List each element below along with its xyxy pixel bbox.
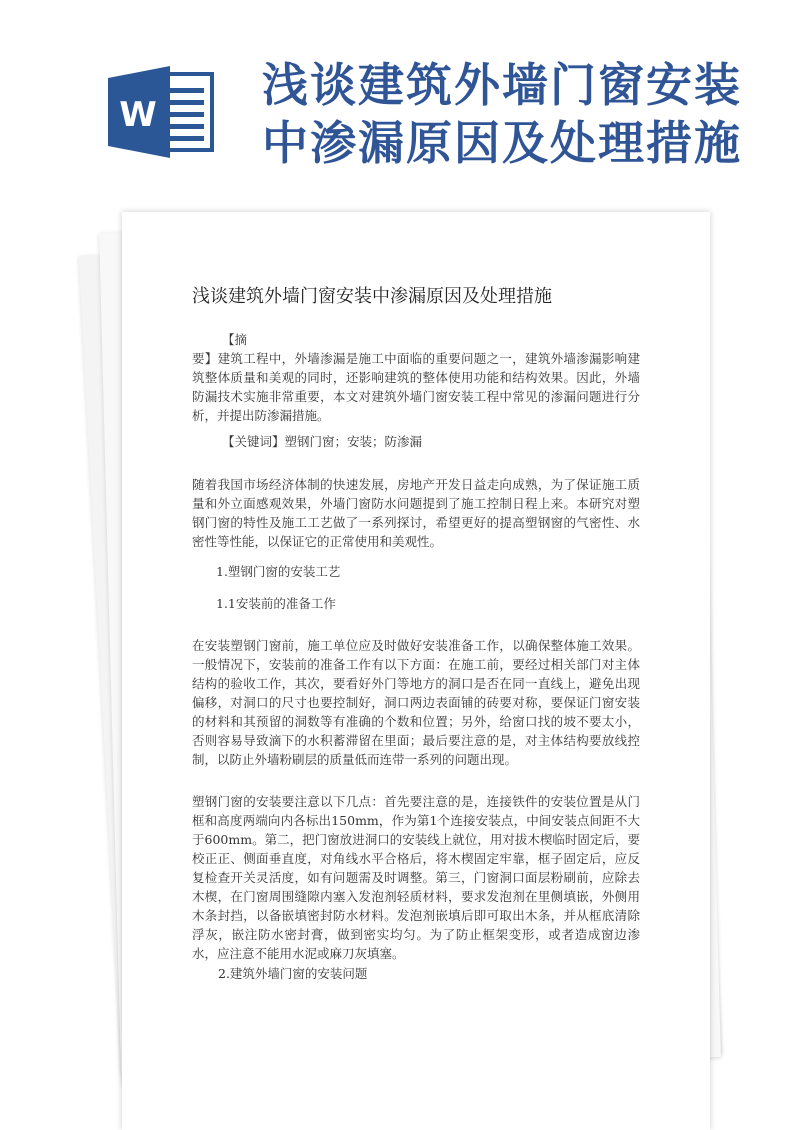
logo-letter: W bbox=[119, 95, 157, 135]
section-heading-2: 2.建筑外墙门窗的安装问题 bbox=[218, 966, 368, 981]
banner-title-line-2: 中渗漏原因及处理措施 bbox=[262, 116, 742, 170]
document-title: 浅谈建筑外墙门窗安装中渗漏原因及处理措施 bbox=[192, 286, 552, 307]
installation-notes-paragraph: 塑钢门窗的安装要注意以下几点：首先要注意的是，连接铁件的安装位置是从门框和高度两端向内各标出150mm，作为第1个连接安装点，中间安装点间距不大于600mm。第二，把门窗放进洞口的安装线上就位，用对拔木楔临时固定后，要校正正、侧面垂直度，对角线水平合格后，将木楔固定牢靠，框子固定后，应反复检查开关灵活度，如有问题需及时调整。第三，门窗洞口面层粉刷前，应除去木楔，在门窗周围缝隙内塞入发泡剂轻质材料，要求发泡剂在里侧填嵌，外侧用木条封挡，以备嵌填密封防水材料。发泡剂嵌填后即可取出木条，并从框底清除浮灰，嵌注防水密封膏，做到密实均匀。为了防止框架变形，或者造成窗边渗水，应注意不能用水泥或麻刀灰填塞。 bbox=[192, 794, 640, 961]
banner bbox=[0, 0, 800, 200]
banner-title-line-1: 浅谈建筑外墙门窗安装 bbox=[262, 58, 742, 112]
keywords-line: 【关键词】塑钢门窗；安装；防渗漏 bbox=[222, 434, 423, 449]
section-heading-1-1: 1.1安装前的准备工作 bbox=[216, 596, 336, 611]
section-heading-1: 1.塑钢门窗的安装工艺 bbox=[216, 564, 341, 579]
document-page bbox=[122, 212, 710, 1130]
word-document-icon bbox=[108, 66, 216, 158]
preparation-paragraph: 在安装塑钢门窗前，施工单位应及时做好安装准备工作，以确保整体施工效果。一般情况下，安装前的准备工作有以下方面：在施工前，要经过相关部门对主体结构的验收工作，其次，要看好外门等地方的洞口是否在同一直线上，避免出现偏移，对洞口的尺寸也要控制好，洞口两边表面铺的砖要对称，要保证门窗安装的材料和其预留的洞数等有准确的个数和位置；另外，给窗口找的坡不要太小，否则容易导致滴下的水积蓄滞留在里面；最后要注意的是，对主体结构要放线控制，以防止外墙粉刷层的质量低而连带一系列的问题出现。 bbox=[192, 638, 640, 767]
intro-paragraph: 随着我国市场经济体制的快速发展，房地产开发日益走向成熟，为了保证施工质量和外立面感观效果，外墙门窗防水问题提到了施工控制日程上来。本研究对塑钢门窗的特性及施工工艺做了一系列探讨，希望更好的提高塑钢窗的气密性、水密性等性能，以保证它的正常使用和美观性。 bbox=[192, 477, 640, 549]
abstract-paragraph: 要】建筑工程中，外墙渗漏是施工中面临的重要问题之一，建筑外墙渗漏影响建筑整体质量和美观的同时，还影响建筑的整体使用功能和结构效果。因此，外墙防漏技术实施非常重要，本文对建筑外墙门窗安装工程中常见的渗漏问题进行分析，并提出防渗漏措施。 bbox=[192, 351, 640, 423]
abstract-label: 【摘 bbox=[222, 332, 248, 347]
banner-title bbox=[262, 56, 782, 172]
